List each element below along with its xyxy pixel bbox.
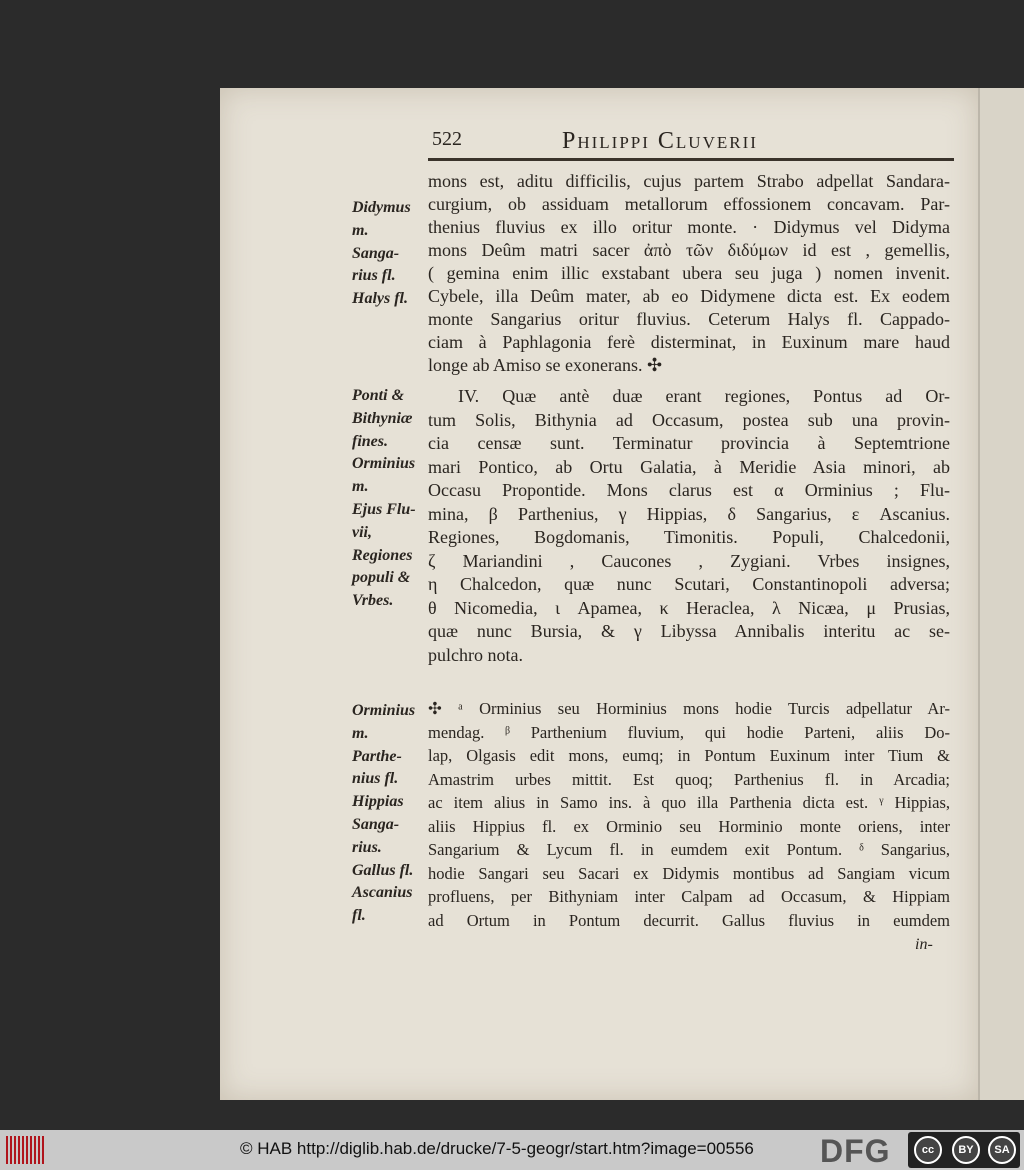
margin-note: Vrbes. (352, 592, 394, 610)
text-line: Cybele, illa Deûm mater, ab eo Didymene dicta est. Ex eodem (428, 286, 950, 306)
margin-note: nius fl. (352, 770, 399, 788)
margin-note: fines. (352, 432, 388, 450)
margin-note: Ascanius (352, 884, 413, 902)
cc-license-badge[interactable] (908, 1132, 1020, 1168)
page-header (432, 128, 952, 158)
paragraph-1 (428, 170, 950, 377)
text-line: hodie Sangari seu Sacari ex Didymis montibus ad Sangiam vicum (428, 863, 950, 883)
hab-logo-icon (6, 1136, 44, 1164)
margin-note: m. (352, 724, 369, 742)
text-line: profluens, per Bithyniam inter Calpam ad Occasum, & Hippiam (428, 887, 950, 906)
margin-note: Halys fl. (352, 290, 408, 308)
text-line: monte Sangarius oritur fluvius. Ceterum Halys fl. Cappado- (428, 309, 950, 329)
text-line: Occasu Propontide. Mons clarus est α Orminius ; Flu- (428, 480, 950, 500)
margin-note: Ponti & (352, 387, 405, 404)
text-line: longe ab Amiso se exonerans. ✣ (428, 355, 663, 375)
header-rule (428, 158, 954, 161)
margin-note: rius fl. (352, 267, 396, 285)
text-line: ac item alius in Samo ins. à quo illa Parthenia dicta est. ᵞ Hippias, (428, 793, 950, 812)
text-line: aliis Hippius fl. ex Orminio seu Horminio monte oriens, inter (428, 816, 950, 836)
margin-note: Didymus (352, 199, 411, 216)
margin-note: Hippias (352, 793, 404, 811)
text-line: tum Solis, Bithynia ad Occasum, postea sub una provin- (428, 409, 950, 430)
running-head: Philippi Cluverii (562, 128, 758, 154)
paragraph-2 (428, 385, 950, 667)
margin-notes-2 (352, 385, 416, 613)
margin-note: Parthe- (352, 747, 402, 765)
text-line: mons Deûm matri sacer ἀπὸ τῶν διδύμων id est , gemellis, (428, 240, 950, 260)
text-line: pulchro nota. (428, 644, 523, 665)
margin-note: m. (352, 478, 369, 496)
text-line: quæ nunc Bursia, & γ Libyssa Annibalis interitu ac se- (428, 621, 950, 641)
text-line: mendag. ᵝ Parthenium fluvium, qui hodie Parteni, aliis Do- (428, 722, 950, 742)
text-line: cia censæ sunt. Terminatur provincia à Septemtrione (428, 433, 950, 453)
text-line: mina, β Parthenius, γ Hippias, δ Sangarius, ε Ascanius. (428, 503, 950, 524)
text-line: ( gemina enim illic exstabant ubera seu juga ) nomen invenit. (428, 263, 950, 283)
text-line: ciam à Paphlagonia ferè disterminat, in Euxinum mare haud (428, 332, 950, 352)
margin-note: Regiones (352, 546, 413, 564)
margin-note: fl. (352, 907, 366, 925)
margin-note: rius. (352, 838, 382, 856)
text-line: mari Pontico, ab Ortu Galatia, à Meridie Asia minori, ab (428, 456, 950, 477)
margin-note: Gallus fl. (352, 861, 414, 879)
text-line: mons est, aditu difficilis, cujus partem Strabo adpellat Sandara- (428, 171, 950, 191)
margin-note: Orminius (352, 702, 416, 719)
margin-note: Sanga- (352, 244, 400, 262)
sa-icon: SA (988, 1136, 1016, 1164)
text-line: IV. Quæ antè duæ erant regiones, Pontus ad Or- (458, 386, 950, 406)
cc-icon: cc (914, 1136, 942, 1164)
margin-notes-3 (352, 700, 415, 928)
text-line: curgium, ob assiduam metallorum effossionem concavam. Par- (428, 194, 950, 214)
catchword: in- (915, 936, 933, 953)
footer-bar (0, 1130, 1024, 1170)
paragraph-3 (428, 697, 950, 932)
text-line: thenius fluvius ex illo oritur monte. · Didymus vel Didyma (428, 217, 950, 237)
margin-note: m. (352, 221, 369, 239)
by-icon: BY (952, 1136, 980, 1164)
text-line: ad Ortum in Pontum decurrit. Gallus fluvius in eumdem (428, 910, 950, 930)
next-page-edge (978, 88, 1024, 1100)
margin-note: Bithyniæ (352, 409, 413, 427)
text-line: η Chalcedon, quæ nunc Scutari, Constantinopoli adversa; (428, 574, 950, 594)
margin-note: Orminius (352, 455, 416, 473)
margin-notes-1 (352, 197, 411, 311)
text-line: ✣ ᵃ Orminius seu Horminius mons hodie Turcis adpellatur Ar- (428, 699, 950, 718)
text-line: Regiones, Bogdomanis, Timonitis. Populi, Chalcedonii, (428, 527, 950, 547)
text-line: lap, Olgasis edit mons, eumq; in Pontum Euxinum inter Tium & (428, 746, 950, 765)
dfg-logo: DFG (820, 1133, 891, 1169)
credit-link[interactable]: © HAB http://diglib.hab.de/drucke/7-5-geogr/start.htm?image=00556 (240, 1139, 754, 1158)
text-line: Amastrim urbes mittit. Est quoq; Parthenius fl. in Arcadia; (428, 769, 950, 789)
text-line: ζ Mariandini , Caucones , Zygiani. Vrbes insignes, (428, 550, 950, 571)
text-line: θ Nicomedia, ι Apamea, κ Heraclea, λ Nicæa, μ Prusias, (428, 597, 950, 618)
text-line: Sangarium & Lycum fl. in eumdem exit Pontum. ᵟ Sangarius, (428, 840, 950, 859)
margin-note: vii, (352, 523, 372, 541)
margin-note: Sanga- (352, 815, 400, 833)
page-number: 522 (432, 128, 462, 150)
margin-note: Ejus Flu- (352, 500, 416, 518)
margin-note: populi & (352, 569, 411, 587)
